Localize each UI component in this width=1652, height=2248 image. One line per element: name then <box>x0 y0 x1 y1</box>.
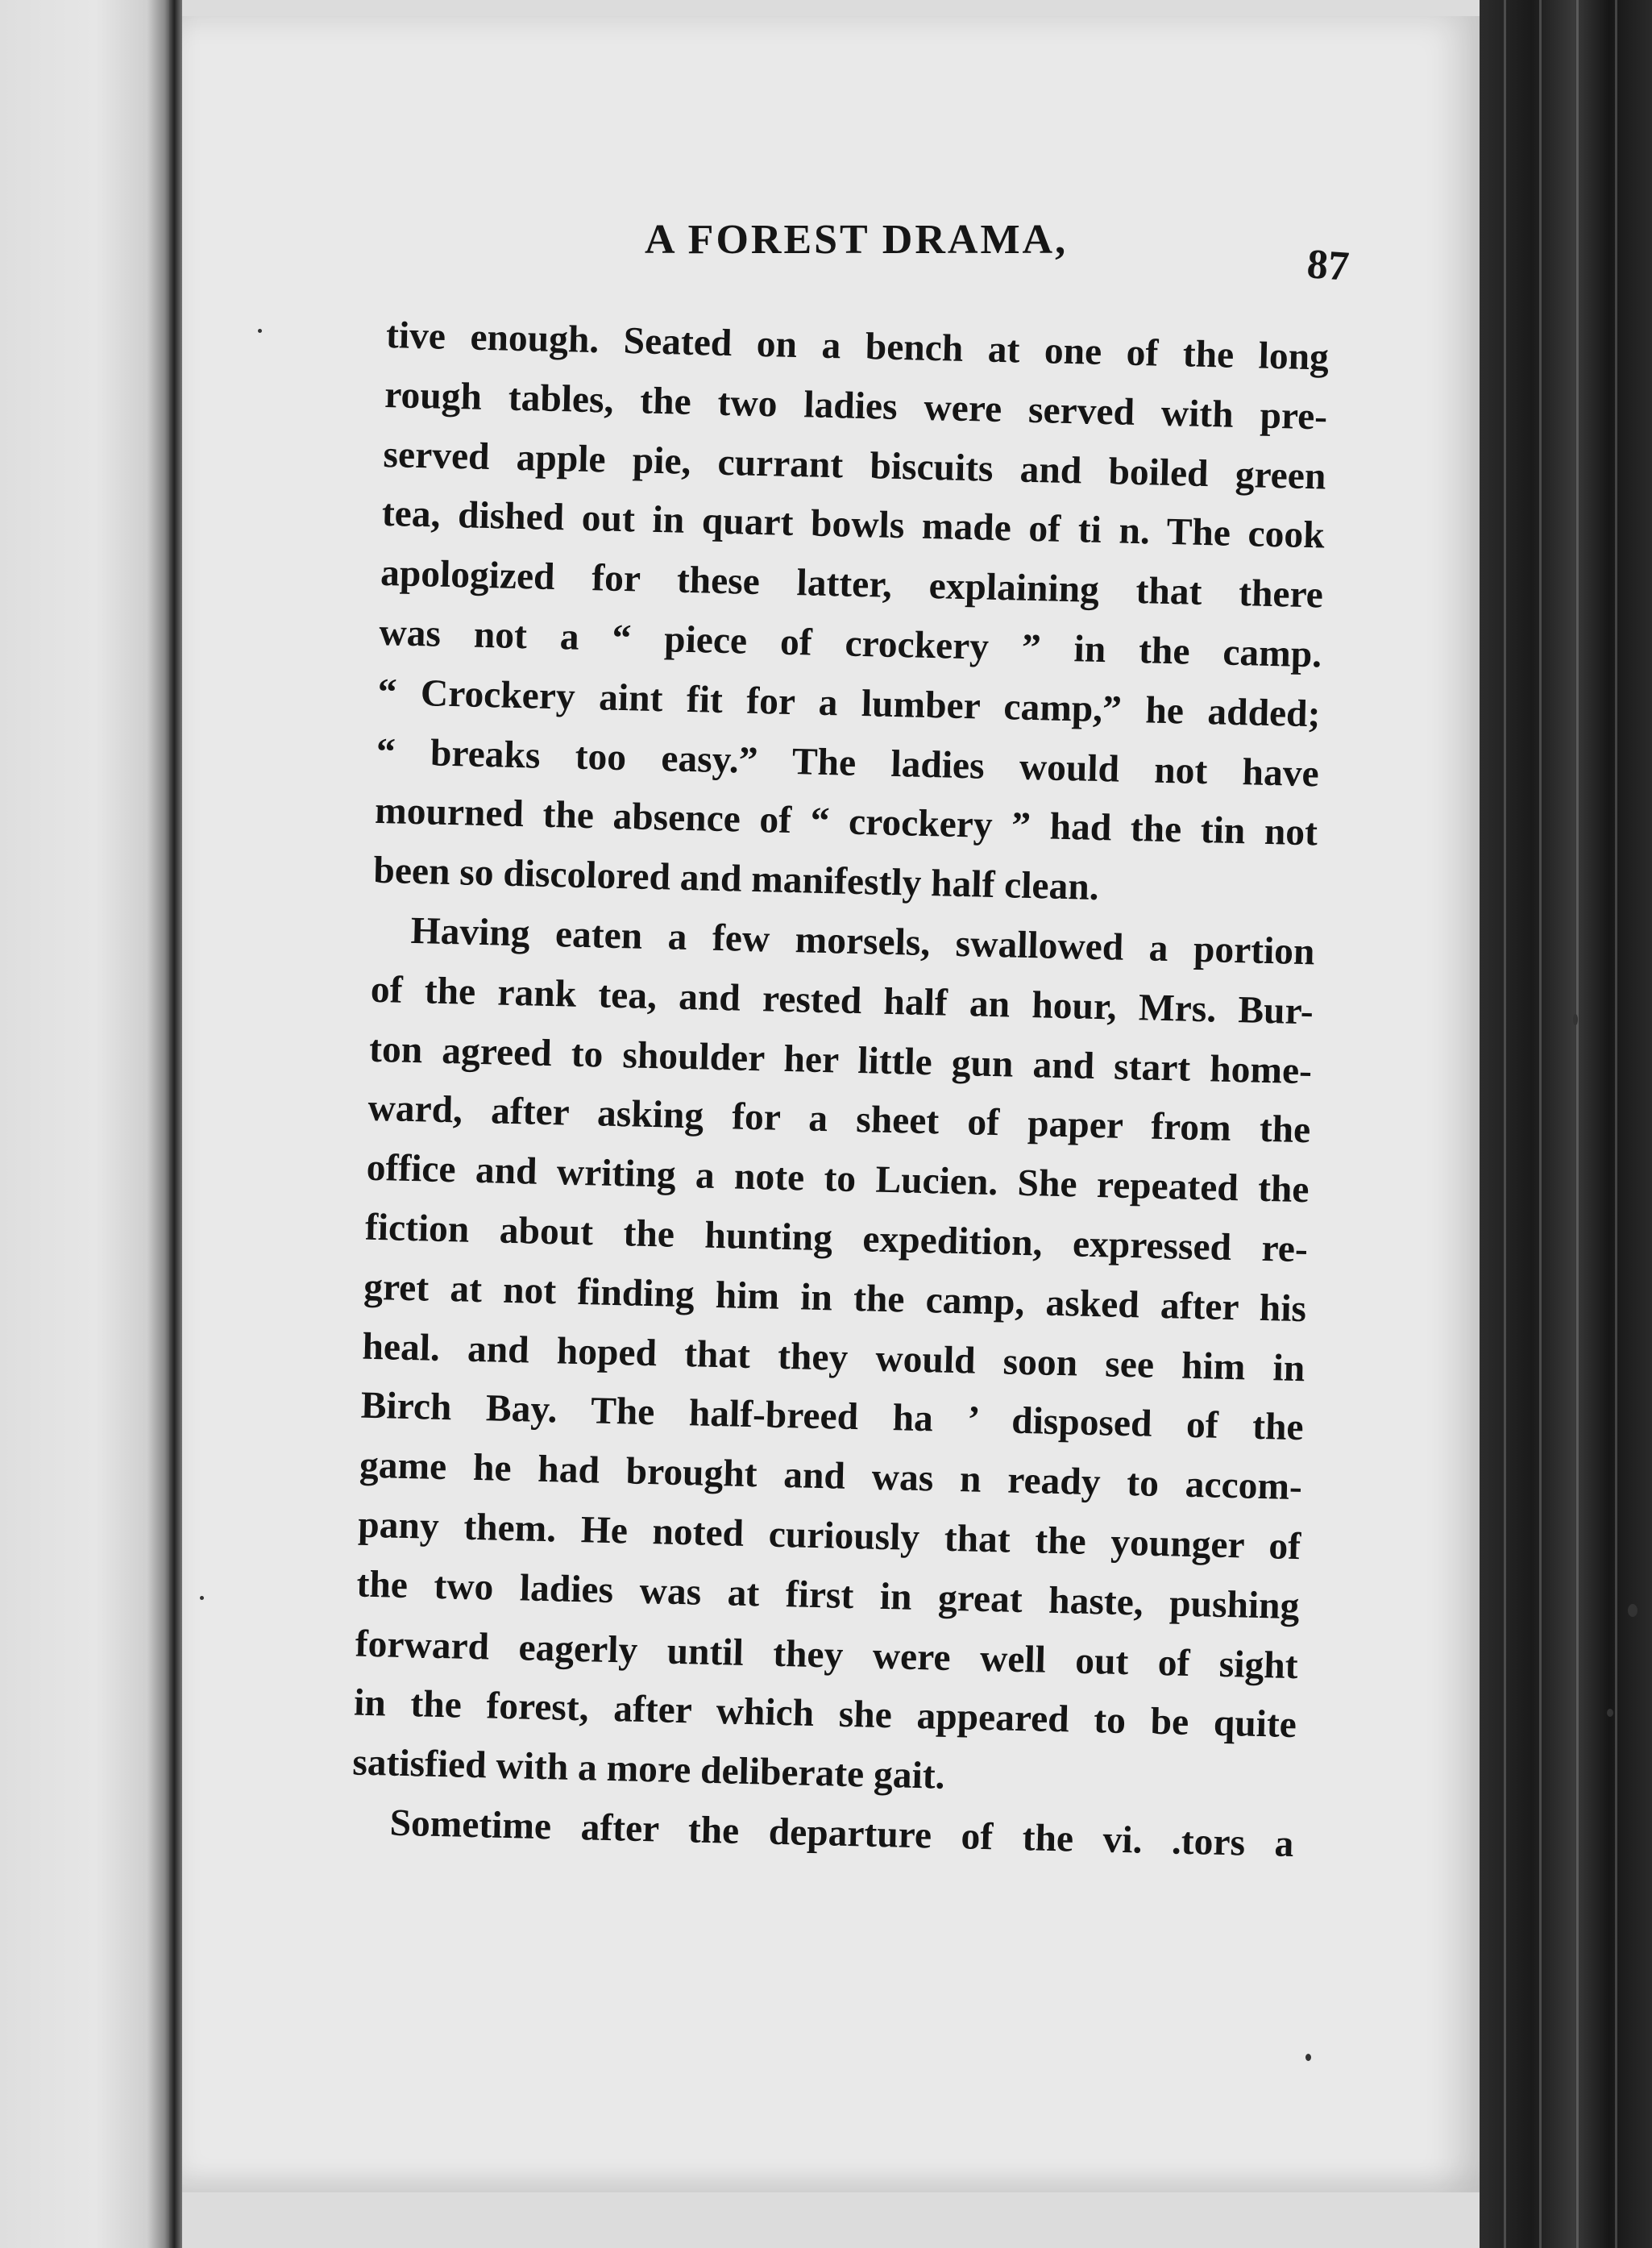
scan-speck <box>200 1596 204 1600</box>
scan-speck <box>1628 1604 1637 1617</box>
text-line: gret at not finding him in the camp, asked after his <box>363 1265 1307 1330</box>
text-line: Having eaten a few morsels, swallowed a portion <box>410 909 1316 974</box>
text-line: mourned the absence of “ crockery ” had the tin not <box>374 790 1318 854</box>
page-block-edge <box>1480 0 1652 2248</box>
text-line: fiction about the hunting expedition, expressed re- <box>364 1206 1309 1271</box>
edge-streak <box>1539 0 1542 2248</box>
text-line: heal. and hoped that they would soon see him in <box>361 1325 1305 1390</box>
scan-speck <box>258 329 262 333</box>
edge-streak <box>1504 0 1506 2248</box>
scan-speck <box>1305 2054 1311 2061</box>
running-head: A FOREST DRAMA, <box>645 217 1069 263</box>
text-line: tive enough. Seated on a bench at one of the long <box>385 314 1330 379</box>
text-line: Sometime after the departure of the vi. .tors a <box>389 1801 1294 1865</box>
text-line: ward, after asking for a sheet of paper from the <box>367 1087 1311 1152</box>
book-gutter <box>169 0 182 2248</box>
text-line: game he had brought and was n ready to accom- <box>359 1444 1303 1509</box>
text-line: forward eagerly until they were well out of sight <box>355 1623 1299 1687</box>
page-number: 87 <box>1305 241 1351 290</box>
scan-speck <box>1607 1709 1613 1717</box>
text-line: “ Crockery aint fit for a lumber camp,” he added; <box>377 671 1322 736</box>
text-line: “ breaks too easy.” The ladies would not have <box>376 730 1320 795</box>
left-page-margin <box>0 0 173 2248</box>
text-line: the two ladies was at first in great haste, pushing <box>356 1563 1300 1627</box>
text-line: rough tables, the two ladies were served with pre- <box>384 373 1328 438</box>
page-body <box>351 306 1330 1875</box>
text-line: pany them. He noted curiously that the younger of <box>357 1503 1301 1569</box>
text-line: was not a “ piece of crockery ” in the camp. <box>378 611 1322 676</box>
text-line: served apple pie, currant biscuits and boiled green <box>383 433 1326 498</box>
text-line: of the rank tea, and rested half an hour, Mrs. Bur- <box>370 968 1314 1033</box>
text-line: satisfied with a more deliberate gait. <box>351 1741 946 1797</box>
text-line: office and writing a note to Lucien. She repeated the <box>366 1146 1310 1211</box>
edge-streak <box>1576 0 1579 2248</box>
text-line: in the forest, after which she appeared to be quite <box>353 1681 1297 1747</box>
text-line: ton agreed to shoulder her little gun and start home- <box>368 1028 1313 1092</box>
scan-speck <box>1573 1014 1578 1025</box>
text-line: been so discolored and manifestly half clean. <box>372 849 1100 909</box>
text-line: tea, dished out in quart bowls made of ti n. The cook <box>381 492 1326 557</box>
edge-streak <box>1615 0 1617 2248</box>
text-line: apologized for these latter, explaining that there <box>380 552 1324 617</box>
text-line: Birch Bay. The half-breed ha ’ disposed of the <box>360 1384 1305 1449</box>
